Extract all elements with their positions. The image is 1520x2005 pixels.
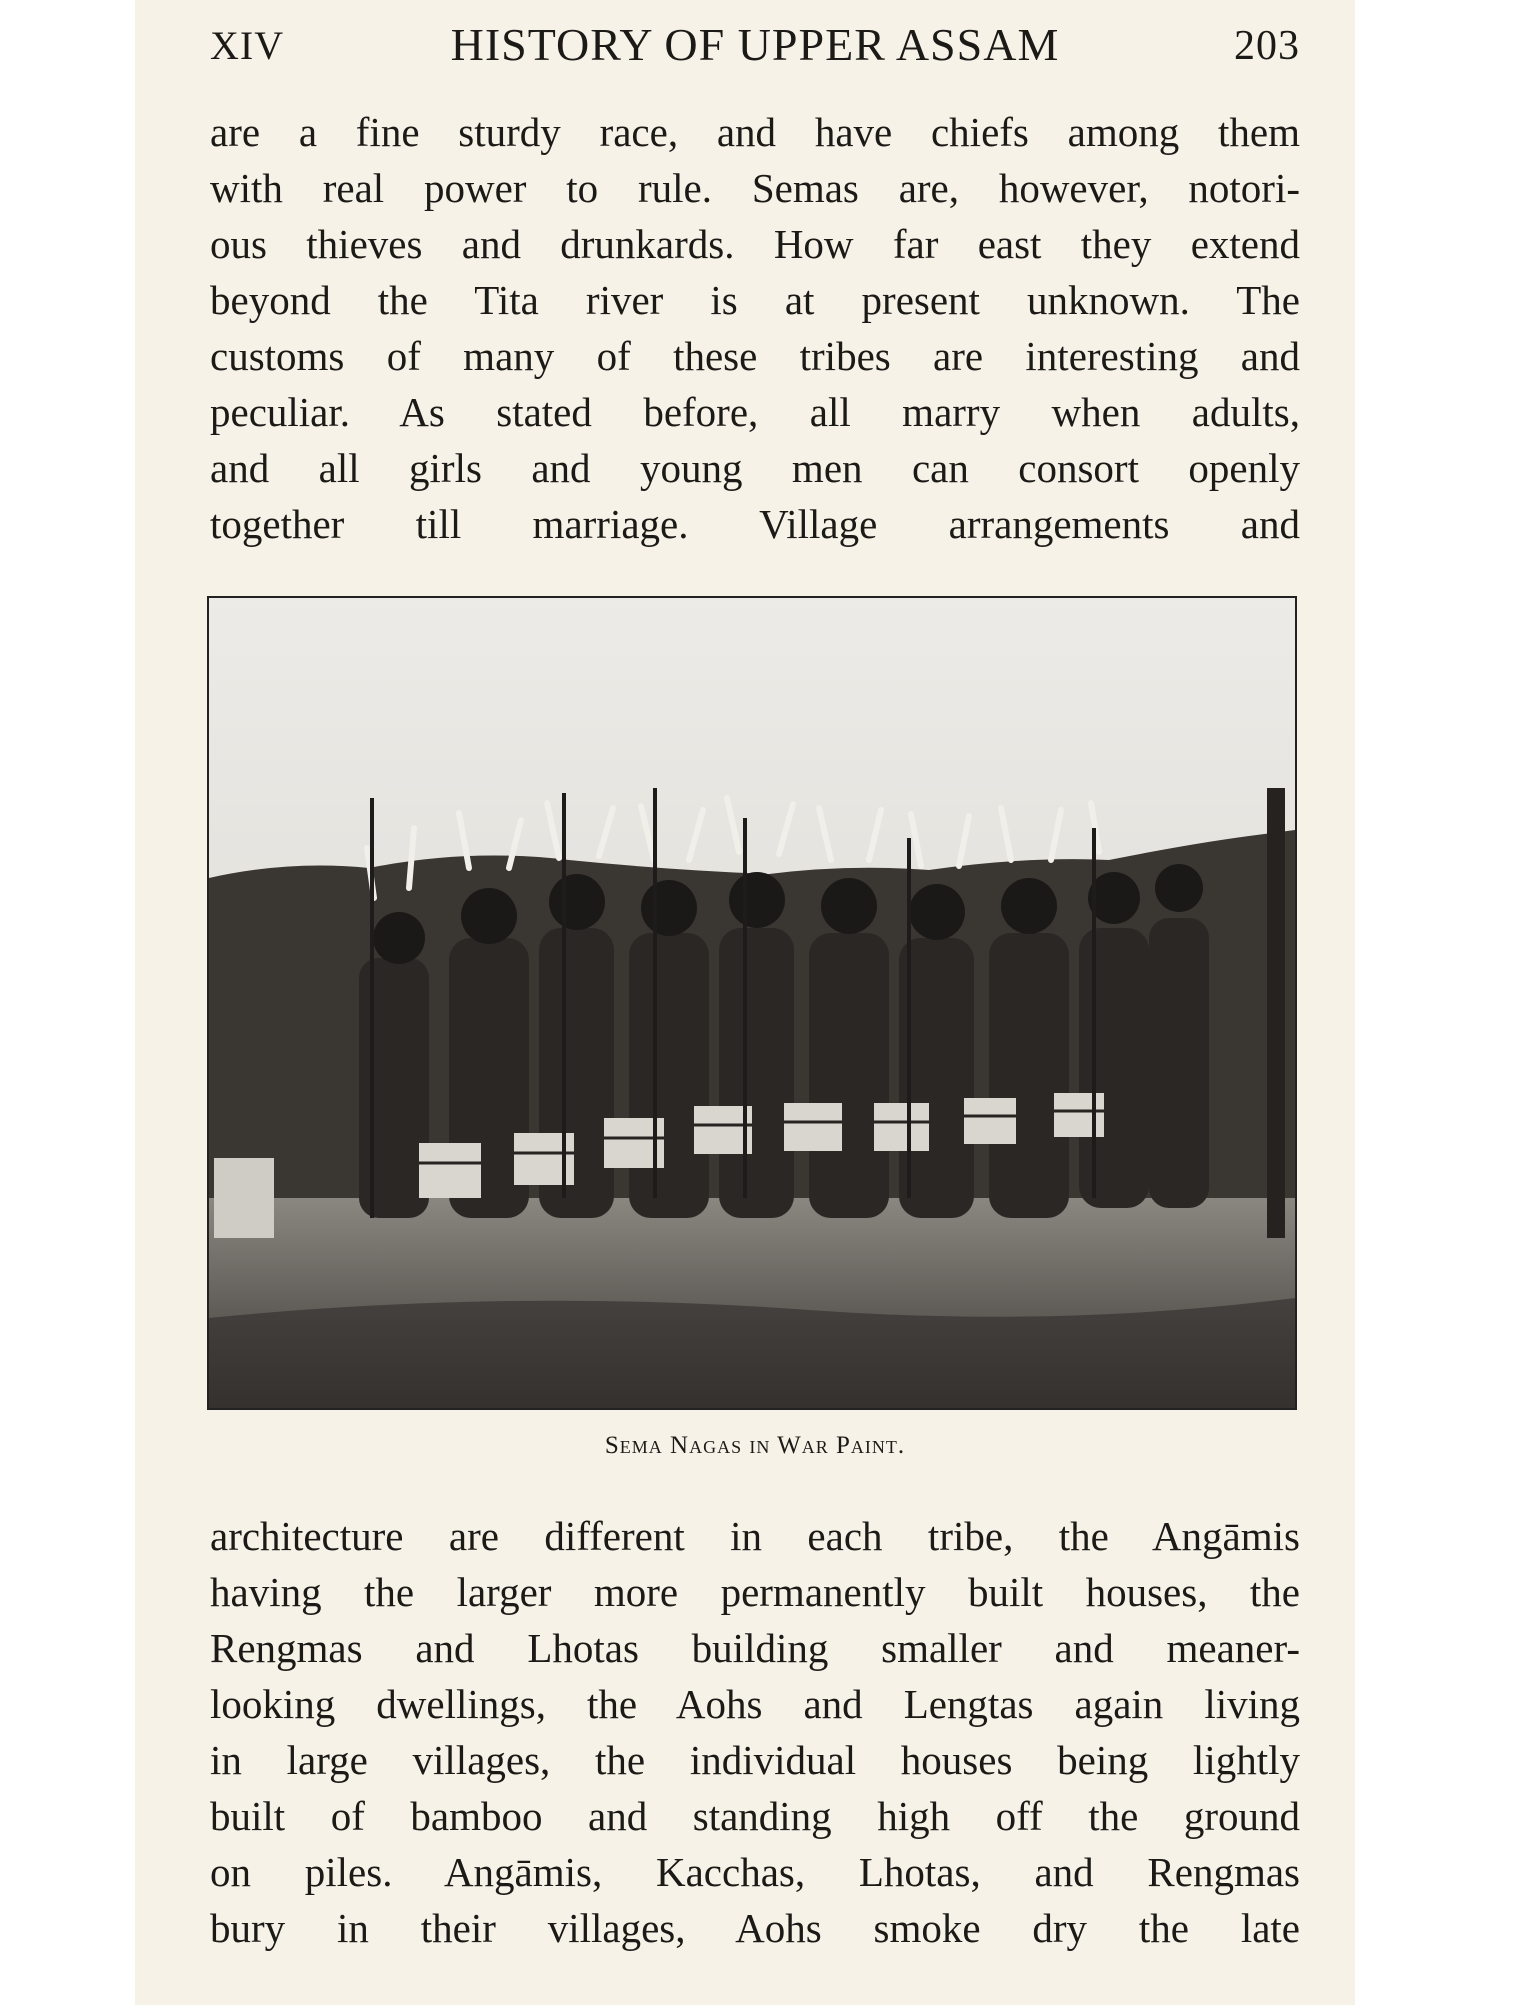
wooden-post	[214, 1158, 274, 1238]
text-line: having the larger more permanently built houses, the	[210, 1569, 1300, 1615]
text-line: and all girls and young men can consort openly	[210, 445, 1300, 491]
text-line: ous thieves and drunkards. How far east they extend	[210, 221, 1300, 267]
text-line: on piles. Angāmis, Kacchas, Lhotas, and Rengmas	[210, 1849, 1300, 1895]
text-line: with real power to rule. Semas are, however, notori-	[210, 165, 1300, 211]
page-number: 203	[1234, 23, 1300, 69]
text-line: bury in their villages, Aohs smoke dry the late	[210, 1905, 1300, 1951]
text-line: together till marriage. Village arrangements and	[210, 501, 1300, 547]
figure-caption: Sema Nagas in War Paint.	[604, 1432, 906, 1459]
text-line: Rengmas and Lhotas building smaller and meaner-	[210, 1625, 1300, 1671]
text-line: peculiar. As stated before, all marry when adults,	[210, 389, 1300, 435]
photograph-sema-nagas	[207, 596, 1297, 1410]
paragraph-bottom	[210, 1508, 1300, 1956]
running-title: HISTORY OF UPPER ASSAM	[450, 19, 1060, 70]
text-line: looking dwellings, the Aohs and Lengtas again living	[210, 1681, 1300, 1727]
text-line: built of bamboo and standing high off the ground	[210, 1793, 1300, 1839]
text-line: in large villages, the individual houses being lightly	[210, 1737, 1300, 1783]
running-header	[210, 14, 1300, 84]
chapter-number: XIV	[210, 23, 285, 68]
text-line: customs of many of these tribes are interesting and	[210, 333, 1300, 379]
paragraph-top	[210, 104, 1300, 552]
text-line: are a fine sturdy race, and have chiefs among them	[210, 109, 1300, 155]
fence-post	[1267, 788, 1285, 1238]
ground-shadow	[209, 1298, 1295, 1408]
text-line: architecture are different in each tribe, the Angāmis	[210, 1513, 1300, 1559]
photograph-illustration	[209, 598, 1295, 1408]
text-line: beyond the Tita river is at present unknown. The	[210, 277, 1300, 323]
